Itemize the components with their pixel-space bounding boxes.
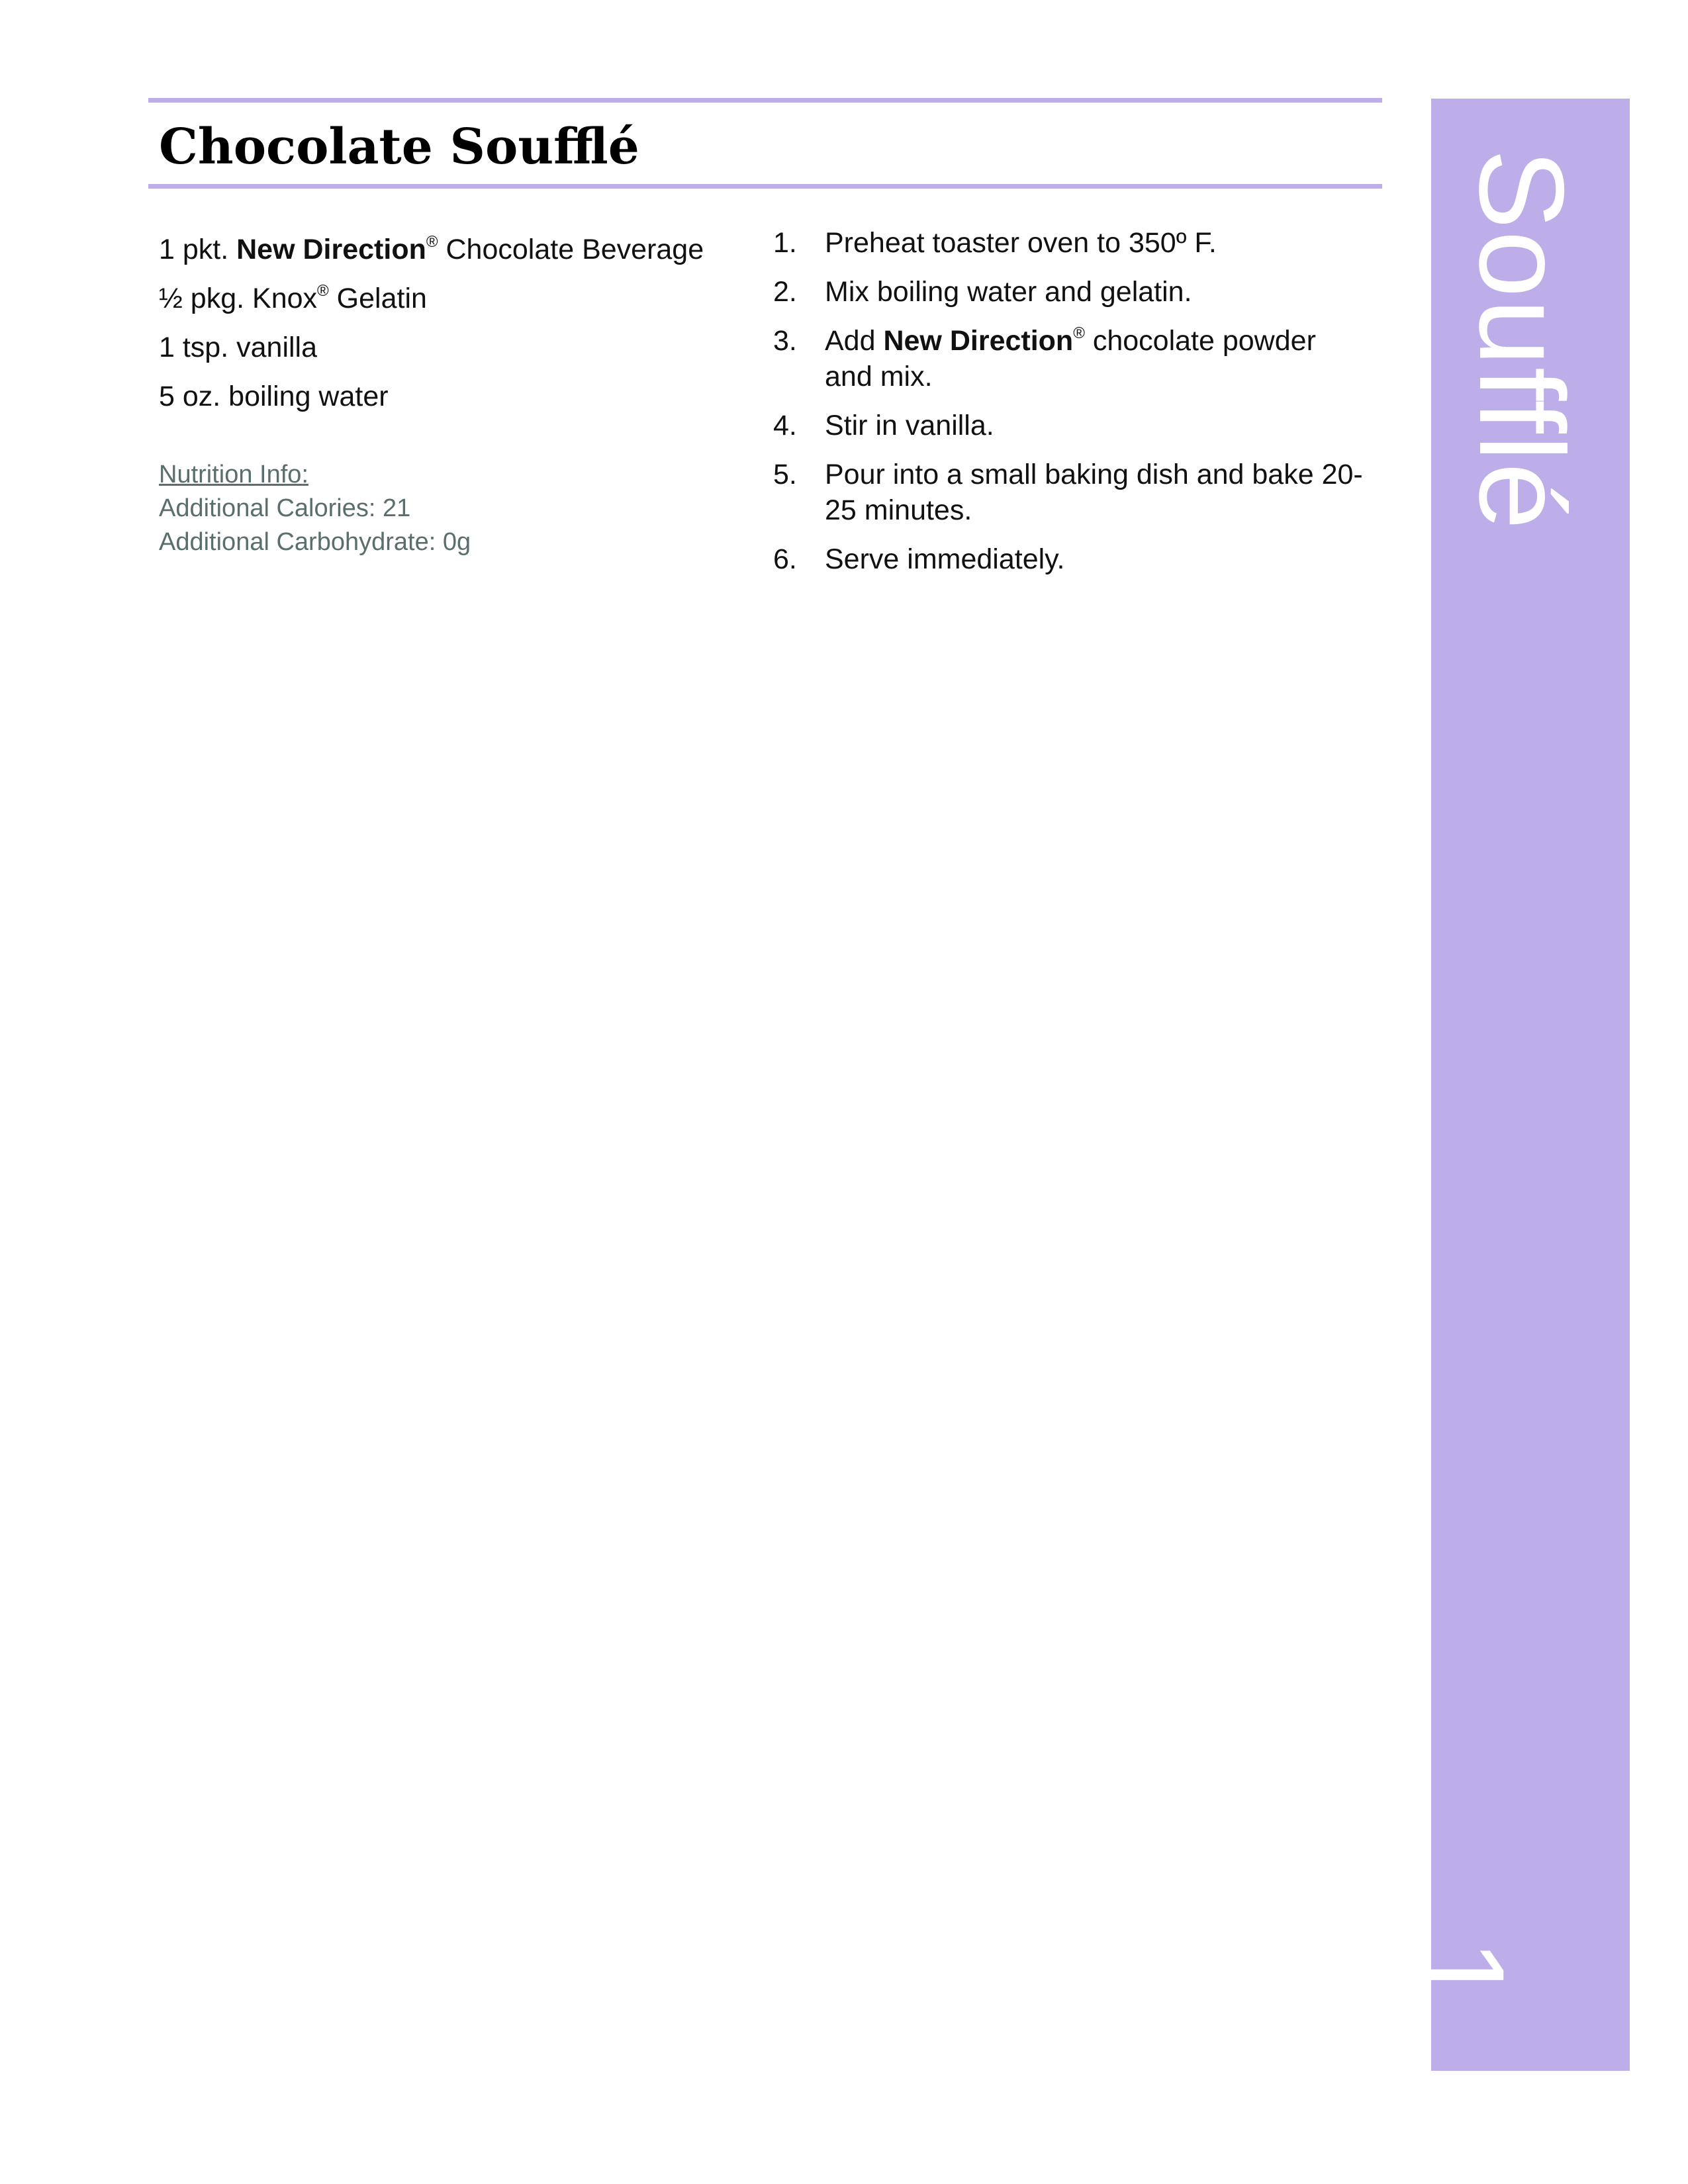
- ingredient-text: 1 tsp. vanilla: [159, 332, 318, 363]
- ingredient-text: 5 oz. boiling water: [159, 381, 389, 412]
- nutrition-heading: Nutrition Info:: [159, 461, 308, 488]
- instruction-step: [773, 274, 1369, 310]
- nutrition-info: [159, 458, 471, 559]
- instruction-list: [773, 225, 1369, 590]
- instruction-step: [773, 323, 1369, 394]
- ingredient-item: [159, 274, 755, 323]
- step-text: Serve immediately.: [825, 543, 1065, 575]
- step-number: 4.: [773, 410, 797, 441]
- ingredient-text: Gelatin: [328, 283, 427, 314]
- step-text: [825, 323, 1369, 394]
- title-rule-top: [148, 98, 1382, 103]
- step-text: Stir in vanilla.: [825, 410, 994, 441]
- step-text: Pour into a small baking dish and bake 20-25 minutes.: [825, 459, 1363, 526]
- ingredient-text: Chocolate Beverage: [438, 234, 704, 265]
- section-tab-label: Soufflé: [1454, 149, 1589, 531]
- page-number: 1: [1395, 1939, 1530, 2007]
- registered-mark: ®: [317, 282, 329, 300]
- instruction-step: [773, 225, 1369, 261]
- ingredient-item: [159, 225, 755, 274]
- registered-mark: ®: [1073, 324, 1085, 342]
- step-text: Preheat toaster oven to 350º F.: [825, 227, 1217, 259]
- ingredient-list: [159, 225, 755, 421]
- step-text: Mix boiling water and gelatin.: [825, 276, 1192, 308]
- instruction-step: [773, 408, 1369, 443]
- step-number: 5.: [773, 459, 797, 490]
- ingredient-item: [159, 323, 755, 372]
- ingredient-text: ½ pkg. Knox: [159, 283, 318, 314]
- ingredient-text: 1 pkt.: [159, 234, 237, 265]
- instruction-step: [773, 457, 1369, 528]
- step-text-part: Add: [825, 325, 884, 357]
- registered-mark: ®: [426, 233, 438, 251]
- nutrition-calories: Additional Calories: 21: [159, 494, 411, 522]
- brand-name: New Direction: [236, 234, 426, 265]
- instruction-step: [773, 541, 1369, 577]
- brand-name: New Direction: [883, 325, 1074, 357]
- title-rule-bottom: [148, 184, 1382, 189]
- step-number: 6.: [773, 543, 797, 575]
- nutrition-carbohydrate: Additional Carbohydrate: 0g: [159, 528, 471, 556]
- step-number: 1.: [773, 227, 797, 259]
- ingredient-item: [159, 372, 755, 421]
- recipe-title: Chocolate Soufflé: [159, 118, 639, 175]
- step-number: 3.: [773, 325, 797, 357]
- step-number: 2.: [773, 276, 797, 308]
- step-text-part: chocolate powder and mix.: [825, 325, 1316, 392]
